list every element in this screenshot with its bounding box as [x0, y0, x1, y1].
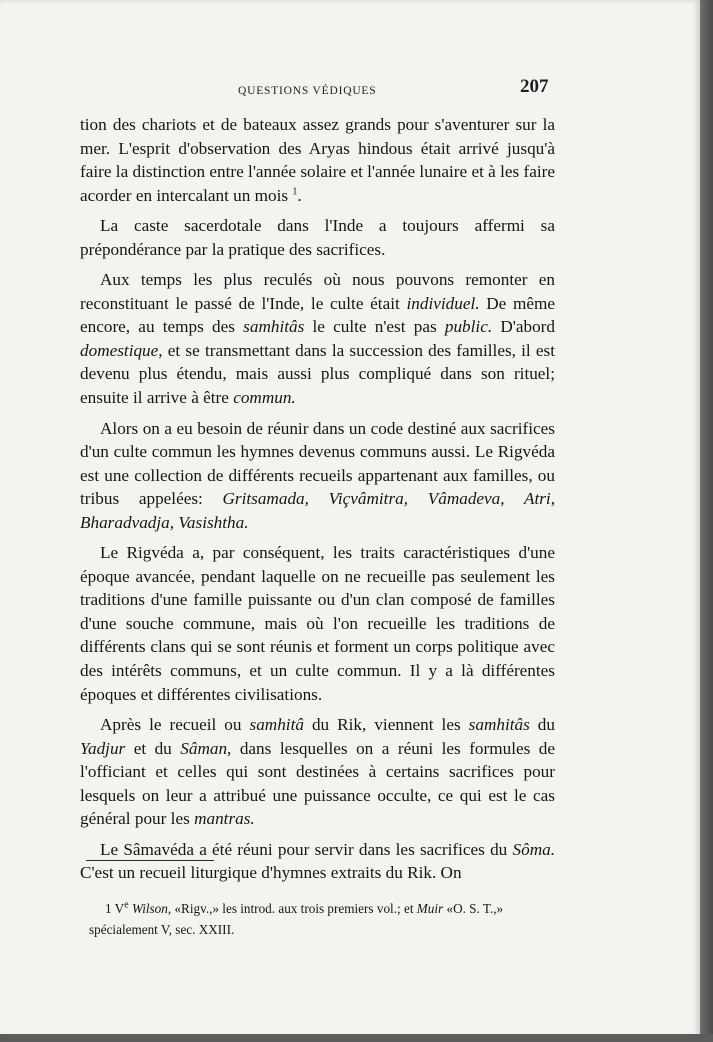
- text-run: .: [297, 185, 302, 205]
- text-run: C'est un recueil liturgique d'hymnes extraits du Rik. On: [80, 863, 462, 883]
- text-run: du: [529, 715, 555, 735]
- paragraph: [80, 417, 555, 535]
- italic-text: commun.: [233, 388, 296, 408]
- paragraph: [80, 713, 555, 831]
- paragraph: [80, 268, 555, 409]
- text-run: 1 V: [105, 901, 125, 916]
- superscript: 1: [292, 185, 298, 197]
- paragraph: [80, 214, 555, 261]
- italic-text: Sâman,: [180, 738, 232, 758]
- page-bottom-edge: [0, 1034, 713, 1042]
- italic-text: mantras.: [194, 809, 255, 829]
- page-edge-shadow: [700, 0, 713, 1042]
- text-run: D'abord: [492, 317, 555, 337]
- text-run: La caste sacerdotale dans l'Inde a toujours affermi sa prépondérance par la pratique des sacrifices.: [80, 216, 555, 259]
- text-run: Après le recueil ou: [100, 715, 250, 735]
- text-run: Aux temps les plus reculés où nous pouvons remonter en reconstituant le passé de l'Inde, le culte était: [80, 270, 555, 313]
- italic-text: individuel.: [406, 293, 480, 313]
- text-run: «O. S. T.,» spécialement V, sec. XXIII.: [89, 901, 504, 937]
- italic-text: Yadjur: [80, 738, 126, 758]
- text-run: «Rigv.,» les introd. aux trois premiers vol.; et: [171, 901, 417, 916]
- paragraph: [80, 838, 555, 885]
- text-run: le culte n'est pas: [304, 317, 445, 337]
- italic-text: samhitâs: [468, 715, 530, 735]
- running-title: QUESTIONS VÉDIQUES: [238, 85, 377, 97]
- text-run: Le Sâmavéda a été réuni pour servir dans les sacrifices du: [100, 839, 513, 859]
- footnote-rule: [86, 860, 214, 861]
- text-run: dans lesquelles on a réuni les formules de l'officiant et celles qui sont destinées à certains sacrifices pour lesquels on leur a attribué une puissance occulte, ce qui est le cas général pour les: [80, 738, 556, 829]
- body-text: [80, 113, 555, 892]
- italic-text: domestique,: [80, 340, 163, 360]
- text-run: et se transmettant dans la succession des familles, il est devenu plus étendu, mais aussi plus compliqué dans son rituel; ensuite il arrive à être: [80, 340, 555, 408]
- text-run: Alors on a eu besoin de réunir dans un code destiné aux sacrifices d'un culte commun les hymnes devenus communs aussi. Le Rigvéda est une collection de différents recueils appartenant aux familles, ou tribus appelées:: [80, 418, 555, 509]
- paragraph: [80, 541, 555, 706]
- footnote: [89, 898, 559, 940]
- text-run: De même encore, au temps des: [80, 293, 555, 337]
- italic-text: Muir: [416, 901, 444, 916]
- page-number: 207: [520, 76, 549, 97]
- italic-text: samhitâ: [249, 715, 304, 735]
- text-run: du Rik, viennent les: [303, 715, 469, 735]
- italic-text: Sôma.: [512, 839, 555, 859]
- paragraph: [80, 113, 555, 207]
- text-run: et du: [125, 738, 181, 758]
- italic-text: Wilson,: [131, 901, 172, 916]
- italic-text: Gritsamada, Viçvâmitra, Vâmadeva, Atri, Bharadvadja, Vasishtha.: [80, 489, 555, 532]
- italic-text: samhitâs: [243, 317, 305, 337]
- superscript: e: [124, 899, 129, 911]
- italic-text: public.: [444, 317, 493, 337]
- text-run: tion des chariots et de bateaux assez grands pour s'aventurer sur la mer. L'esprit d'observation des Aryas hindous était arrivé jusqu'à faire la distinction entre l'année solaire et l'année lunaire et à les faire acorder en intercalant un mois: [80, 115, 555, 205]
- text-run: Le Rigvéda a, par conséquent, les traits caractéristiques d'une époque avancée, pendant laquelle on ne recueille pas seulement les traditions d'une famille puissante ou d'un clan composé de familles d'une souche commune, mais où l'on recueille les traditions de différents clans qui se sont réunis et forment un corps politique avec des intérêts communs, et un culte commun. Il y a là différentes époques et différentes civilisations.: [80, 543, 555, 704]
